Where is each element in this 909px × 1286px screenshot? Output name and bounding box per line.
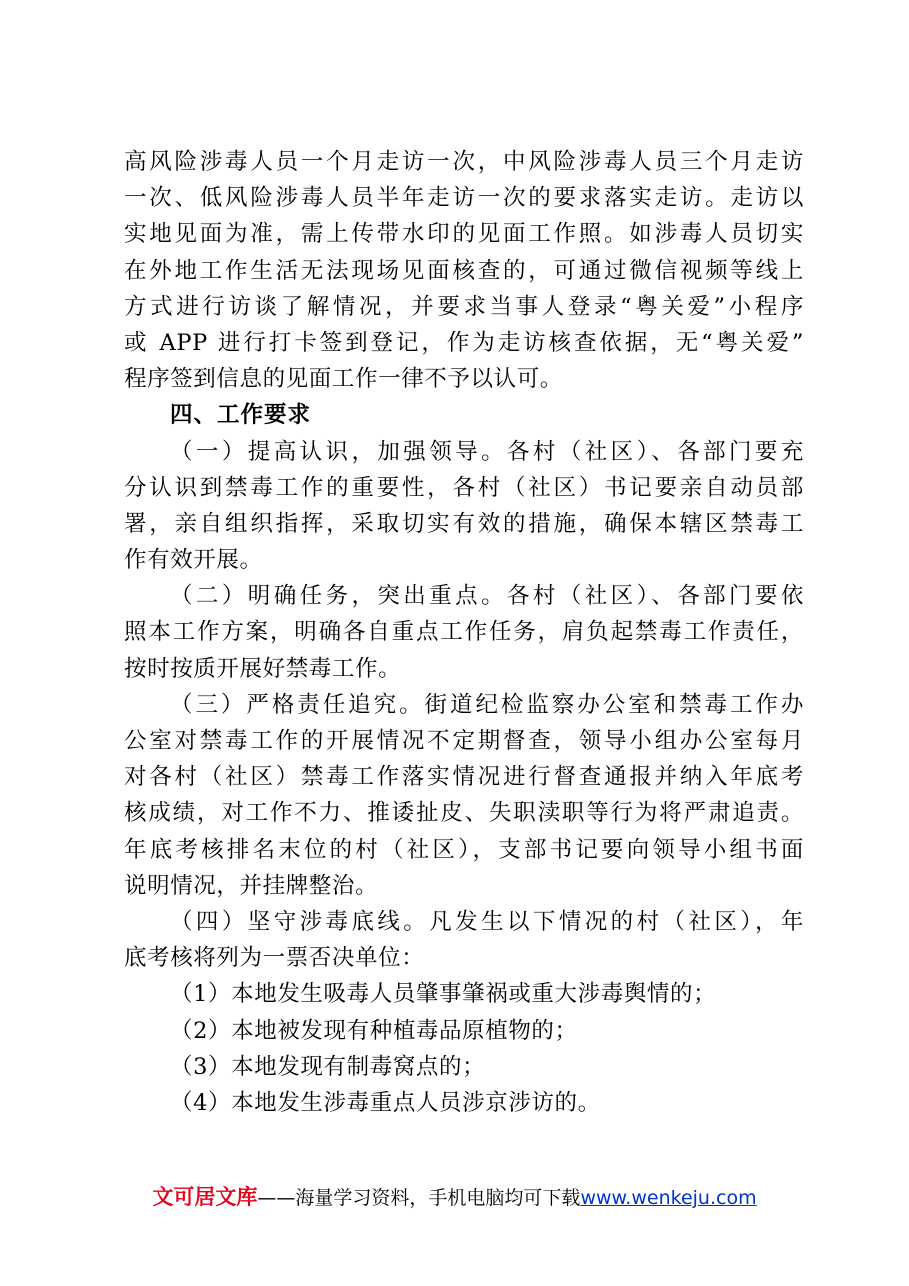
paragraph-line: （三）严格责任追究。街道纪检监察办公室和禁毒工作办 <box>170 691 804 718</box>
paragraph-line: 方式进行访谈了解情况，并要求当事人登录“粤关爱”小程序 <box>124 293 804 320</box>
list-item: （2）本地被发现有种植毒品原植物的； <box>170 1017 578 1044</box>
paragraph-line: （四）坚守涉毒底线。凡发生以下情况的村（社区），年 <box>170 908 804 935</box>
paragraph-line: （二）明确任务，突出重点。各村（社区）、各部门要依 <box>170 583 804 610</box>
document-body <box>124 144 804 1121</box>
paragraph-line: 高风险涉毒人员一个月走访一次，中风险涉毒人员三个月走访 <box>124 149 804 175</box>
paragraph-line: 照本工作方案，明确各自重点工作任务，肩负起禁毒工作责任， <box>124 619 804 646</box>
list-item: （3）本地发现有制毒窝点的； <box>170 1053 486 1080</box>
list-item: （4）本地发生涉毒重点人员涉京涉访的。 <box>170 1089 601 1116</box>
paragraph-line: 作有效开展。 <box>124 547 263 574</box>
paragraph-line: 程序签到信息的见面工作一律不予以认可。 <box>124 366 563 393</box>
paragraph-line: 核成绩，对工作不力、推诿扯皮、失职渎职等行为将严肃追责。 <box>124 800 804 827</box>
paragraph-line: 公室对禁毒工作的开展情况不定期督查，领导小组办公室每月 <box>124 728 804 754</box>
paragraph-line: 或 APP 进行打卡签到登记，作为走访核查依据，无“粤关爱” <box>124 329 804 356</box>
paragraph-line: 在外地工作生活无法现场见面核查的，可通过微信视频等线上 <box>124 257 804 284</box>
list-item: （1）本地发生吸毒人员肇事肇祸或重大涉毒舆情的； <box>170 981 717 1008</box>
footer-brand: 文可居文库 <box>152 1185 258 1209</box>
paragraph-line: 实地见面为准，需上传带水印的见面工作照。如涉毒人员切实 <box>124 221 804 248</box>
paragraph-line: （一）提高认识，加强领导。各村（社区）、各部门要充 <box>170 438 804 465</box>
paragraph-line: 一次、低风险涉毒人员半年走访一次的要求落实走访。走访以 <box>124 185 804 212</box>
paragraph-line: 分认识到禁毒工作的重要性，各村（社区）书记要亲自动员部 <box>124 474 804 501</box>
section-heading: 四、工作要求 <box>170 402 312 429</box>
footer-tagline: ——海量学习资料，手机电脑均可下载 <box>257 1187 581 1209</box>
paragraph-line: 底考核将列为一票否决单位： <box>124 945 425 972</box>
footer-url-link[interactable]: www.wenkeju.com <box>580 1187 757 1209</box>
paragraph-line: 说明情况，并挂牌整治。 <box>124 872 379 899</box>
paragraph-line: 署，亲自组织指挥，采取切实有效的措施，确保本辖区禁毒工 <box>124 510 804 537</box>
paragraph-line: 年底考核排名末位的村（社区），支部书记要向领导小组书面 <box>124 836 804 863</box>
paragraph-line: 按时按质开展好禁毒工作。 <box>124 655 402 682</box>
paragraph-line: 对各村（社区）禁毒工作落实情况进行督查通报并纳入年底考 <box>124 764 804 791</box>
page-footer <box>0 1181 909 1211</box>
